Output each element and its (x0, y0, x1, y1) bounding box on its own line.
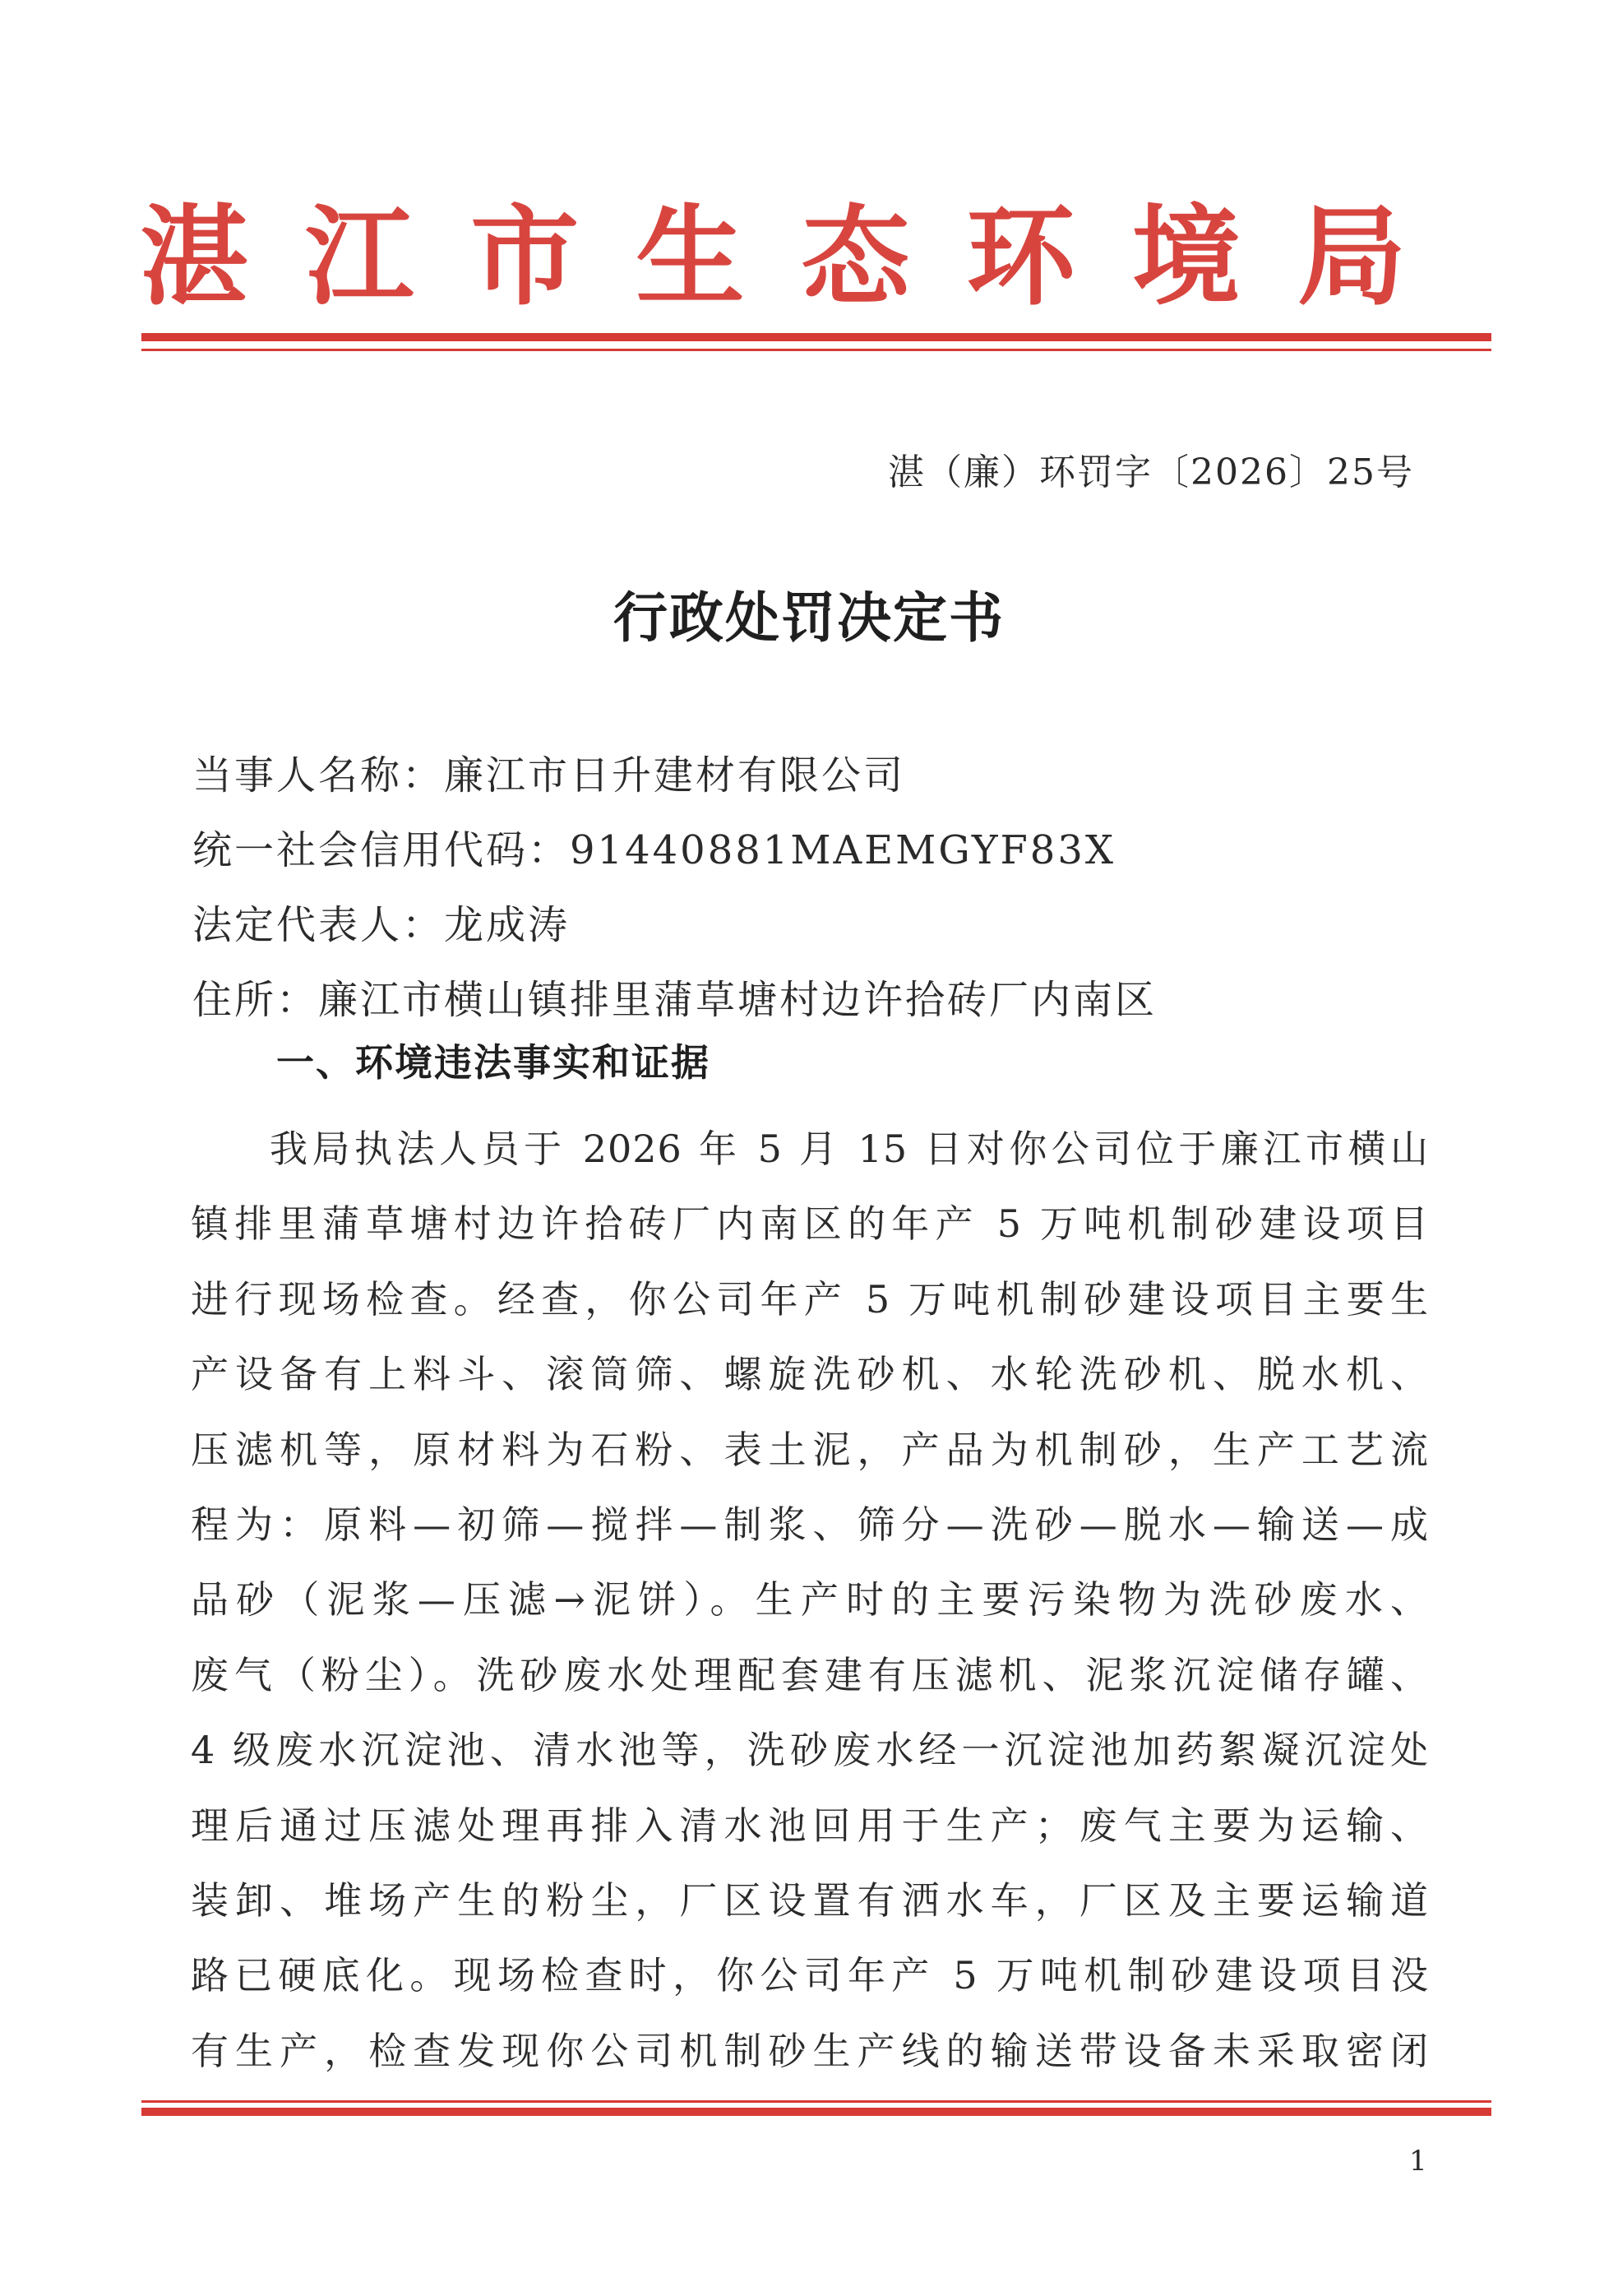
letterhead-char: 生 (636, 193, 745, 321)
body-line: 有生产，检查发现你公司机制砂生产线的输送带设备未采取密闭 (191, 2028, 1429, 2073)
body-line: 装卸、堆场产生的粉尘，厂区设置有洒水车，厂区及主要运输道 (191, 1877, 1429, 1923)
letterhead-char: 市 (470, 193, 580, 321)
document-number: 湛（廉）环罚字〔2026〕25号 (888, 451, 1414, 493)
party-legal-rep-line: 法定代表人：龙成涛 (192, 902, 571, 948)
section-heading: 一、环境违法事实和证据 (276, 1040, 710, 1085)
body-paragraph (191, 1112, 1429, 2089)
body-line: 镇排里蒲草塘村边许拾砖厂内南区的年产 5 万吨机制砂建设项目 (191, 1201, 1429, 1247)
body-line: 压滤机等，原材料为石粉、表土泥，产品为机制砂，生产工艺流 (191, 1427, 1429, 1472)
body-line: 废气（粉尘）。洗砂废水处理配套建有压滤机、泥浆沉淀储存罐、 (191, 1652, 1429, 1697)
letterhead-char: 湛 (140, 193, 248, 321)
page-number: 1 (1409, 2145, 1427, 2178)
letterhead-char: 局 (1297, 193, 1406, 321)
body-line: 我局执法人员于 2026 年 5 月 15 日对你公司位于廉江市横山 (270, 1127, 1429, 1171)
body-line: 产设备有上料斗、滚筒筛、螺旋洗砂机、水轮洗砂机、脱水机、 (191, 1352, 1429, 1397)
party-info (192, 738, 1442, 1038)
body-line: 程为：原料—初筛—搅拌—制浆、筛分—洗砂—脱水—输送—成 (191, 1502, 1429, 1547)
footer-rule-thick (141, 2108, 1491, 2116)
letterhead-char: 环 (966, 193, 1075, 321)
party-address-line: 住所：廉江市横山镇排里蒲草塘村边许拾砖厂内南区 (192, 977, 1158, 1023)
party-credit-code-line: 统一社会信用代码：91440881MAEMGYF83X (192, 827, 1116, 873)
party-name-line: 当事人名称：廉江市日升建材有限公司 (192, 752, 906, 799)
letterhead-title (140, 193, 1406, 321)
letterhead-char: 江 (305, 193, 414, 321)
letterhead-rule-thin (141, 349, 1491, 351)
body-line: 4 级废水沉淀池、清水池等，洗砂废水经一沉淀池加药絮凝沉淀处 (191, 1728, 1429, 1773)
letterhead-char: 态 (801, 193, 910, 321)
body-line: 进行现场检查。经查，你公司年产 5 万吨机制砂建设项目主要生 (191, 1276, 1429, 1322)
letterhead-rule-thick (141, 333, 1491, 341)
body-line: 理后通过压滤处理再排入清水池回用于生产；废气主要为运输、 (191, 1803, 1429, 1848)
body-line: 路已硬底化。现场检查时，你公司年产 5 万吨机制砂建设项目没 (191, 1953, 1429, 1998)
document-title: 行政处罚决定书 (613, 586, 1005, 650)
footer-rule-thin (141, 2100, 1491, 2103)
body-line: 品砂（泥浆—压滤→泥饼）。生产时的主要污染物为洗砂废水、 (191, 1577, 1429, 1622)
letterhead-char: 境 (1131, 193, 1241, 321)
